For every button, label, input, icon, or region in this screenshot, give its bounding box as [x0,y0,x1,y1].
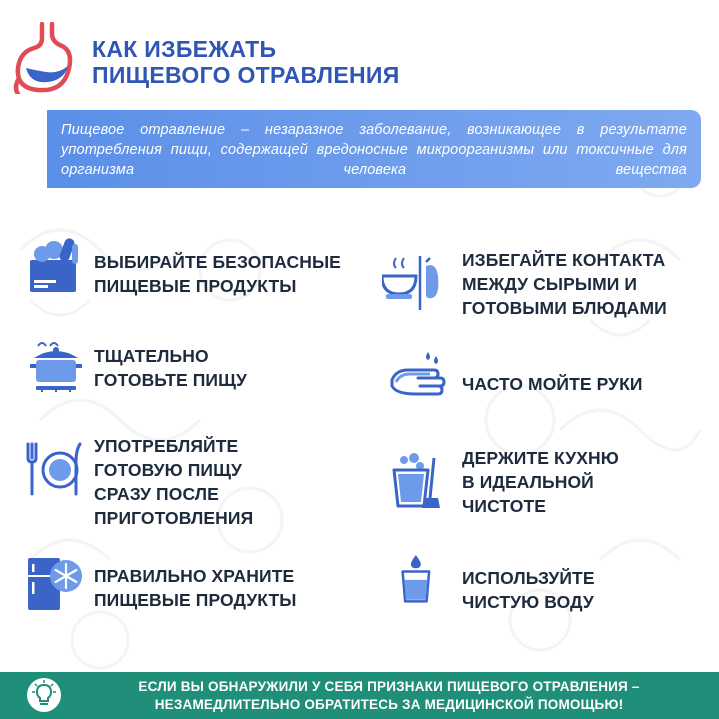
tip-label: УПОТРЕБЛЯЙТЕ ГОТОВУЮ ПИЩУ СРАЗУ ПОСЛЕ ПРИГОТОВЛЕНИЯ [94,436,254,528]
tip-cook-thoroughly [28,338,328,402]
footer-line1: ЕСЛИ ВЫ ОБНАРУЖИЛИ У СЕБЯ ПРИЗНАКИ ПИЩЕВОГО ОТРАВЛЕНИЯ – [138,679,640,694]
plate-and-fork-icon [24,440,82,498]
intro-text: Пищевое отравление – незаразное заболевание, возникающее в результате употребления пищи, содержащей вредоносные микроорганизмы или токсичные для организма человека вещества [61,122,687,178]
water-glass-icon [396,544,444,614]
washing-hand-icon [388,350,446,408]
tip-label: ДЕРЖИТЕ КУХНЮ В ИДЕАЛЬНОЙ ЧИСТОТЕ [462,448,619,516]
footer-banner [0,672,719,719]
stomach-icon [12,22,82,94]
tip-label: ТЩАТЕЛЬНО ГОТОВЬТЕ ПИЩУ [94,346,248,390]
intro-box [47,110,701,188]
lightbulb-icon [26,677,62,713]
footer-line2: НЕЗАМЕДЛИТЕЛЬНО ОБРАТИТЕСЬ ЗА МЕДИЦИНСКОЙ ПОМОЩЬЮ! [154,697,624,712]
tip-clean-water [396,548,706,618]
tip-label: ИЗБЕГАЙТЕ КОНТАКТА МЕЖДУ СЫРЫМИ И ГОТОВЫМИ БЛЮДАМИ [462,250,667,318]
tip-keep-kitchen-clean [390,446,710,520]
tip-eat-immediately [24,434,324,534]
header [12,22,432,98]
tip-avoid-contact [382,248,712,328]
page-title-line1: КАК ИЗБЕЖАТЬ [92,36,277,62]
grocery-bag-icon [28,236,86,294]
footer-text [76,678,702,714]
tip-label: ВЫБИРАЙТЕ БЕЗОПАСНЫЕ ПИЩЕВЫЕ ПРОДУКТЫ [94,252,341,296]
tip-label: ЧАСТО МОЙТЕ РУКИ [462,374,643,394]
bowl-and-apple-icon [382,254,440,312]
tip-label: ИСПОЛЬЗУЙТЕ ЧИСТУЮ ВОДУ [462,568,595,612]
tip-label: ПРАВИЛЬНО ХРАНИТЕ ПИЩЕВЫЕ ПРОДУКТЫ [94,566,297,610]
tip-safe-products [28,236,368,306]
page-title-line2: ПИЩЕВОГО ОТРАВЛЕНИЯ [92,62,400,88]
tip-wash-hands [388,350,708,410]
fridge-icon [26,556,84,614]
cooking-pot-icon [28,338,86,396]
tip-store-properly [26,556,346,620]
cleaning-bucket-icon [390,452,448,510]
